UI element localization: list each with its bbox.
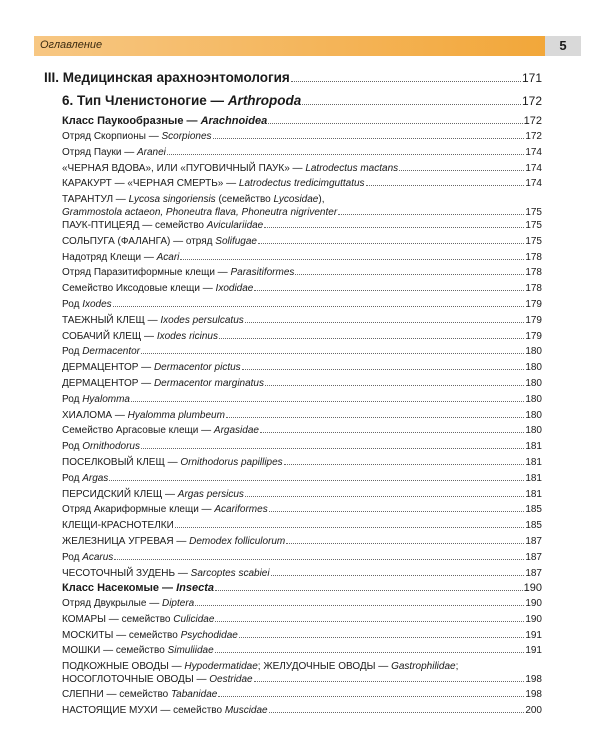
toc-entry-title: ХИАЛОМА — Hyalomma plumbeum	[62, 409, 225, 421]
toc-entry[interactable]	[62, 441, 542, 452]
toc-page: 180	[525, 409, 542, 421]
leader-dots	[271, 575, 525, 576]
toc-page: 181	[525, 457, 542, 468]
toc-entry[interactable]	[62, 568, 542, 579]
toc-entry-title: Род Argas	[62, 472, 109, 484]
toc-entry-title: Род Ornithodorus	[62, 441, 140, 453]
toc-entry[interactable]	[62, 630, 542, 641]
leader-dots	[254, 681, 525, 682]
toc-page: 179	[525, 299, 542, 310]
toc-entry[interactable]	[62, 331, 542, 342]
toc-entry-title: ЧЕСОТОЧНЫЙ ЗУДЕНЬ — Sarcoptes scabiei	[62, 567, 270, 579]
toc-entry[interactable]	[62, 220, 542, 231]
leader-dots	[264, 227, 524, 228]
toc-entry[interactable]	[62, 252, 542, 263]
leader-dots	[284, 464, 525, 465]
toc-entry[interactable]	[62, 689, 542, 700]
toc-entry[interactable]	[62, 394, 542, 405]
toc-entry[interactable]	[62, 236, 542, 247]
leader-dots	[239, 637, 524, 638]
toc-entry[interactable]	[62, 473, 542, 484]
leader-dots	[180, 259, 524, 260]
toc-entry-title: СЛЕПНИ — семейство Tabanidae	[62, 689, 218, 700]
toc-entry[interactable]	[62, 520, 542, 531]
toc-entry[interactable]	[62, 378, 542, 389]
toc-entry-title: Отряд Акариформные клещи — Acariformes	[62, 504, 268, 516]
toc-page: 180	[525, 425, 542, 437]
toc-entry-title: «ЧЕРНАЯ ВДОВА», ИЛИ «ПУГОВИЧНЫЙ ПАУК» — Latrodectus mactans	[62, 162, 399, 174]
leader-dots	[265, 385, 524, 386]
leader-dots	[113, 306, 525, 307]
leader-dots	[258, 243, 524, 244]
toc-page: 187	[525, 567, 542, 579]
toc-entry-title: Род Hyalomma	[62, 393, 130, 405]
toc-entry[interactable]	[62, 705, 542, 716]
toc-entry[interactable]	[62, 178, 542, 189]
leader-dots	[269, 511, 525, 512]
toc-class-insecta[interactable]	[62, 582, 542, 594]
toc-entry-title: Отряд Паразитиформные клещи — Parasitiformes	[62, 267, 295, 279]
toc-page: 181	[525, 441, 542, 453]
leader-dots	[291, 81, 521, 82]
toc-page: 175	[525, 220, 542, 231]
leader-dots	[215, 590, 523, 591]
toc-entry-title: ТАЕЖНЫЙ КЛЕЩ — Ixodes persulcatus	[62, 314, 244, 326]
toc-page: 178	[525, 283, 542, 295]
toc-page: 180	[525, 346, 542, 358]
leader-dots	[215, 621, 524, 622]
toc-entry-title: ЖЕЛЕЗНИЦА УГРЕВАЯ — Demodex folliculorum	[62, 536, 286, 547]
toc-section[interactable]	[44, 70, 542, 85]
toc-entry[interactable]	[62, 299, 542, 310]
toc-entry[interactable]	[62, 315, 542, 326]
toc-entry[interactable]	[62, 131, 542, 142]
toc-page: 174	[525, 178, 542, 190]
leader-dots	[295, 274, 524, 275]
toc-entry-gadflies-line2[interactable]: НОСОГЛОТОЧНЫЕ ОВОДЫ — Oestridae 198	[62, 674, 542, 685]
leader-dots	[195, 605, 524, 606]
toc-page: 191	[525, 629, 542, 641]
leader-dots	[286, 543, 524, 544]
leader-dots	[114, 559, 524, 560]
toc-entry-title: МОШКИ — семейство Simuliidae	[62, 645, 214, 657]
toc-page: 172	[525, 131, 542, 142]
leader-dots	[131, 401, 524, 402]
toc-page: 171	[521, 71, 542, 85]
toc-entry-title: Род Acarus	[62, 551, 114, 563]
leader-dots	[218, 696, 524, 697]
toc-entry-title: СОБАЧИЙ КЛЕЩ — Ixodes ricinus	[62, 330, 218, 342]
toc-entry-title: ПАУК-ПТИЦЕЯД — семейство Aviculariidae	[62, 220, 264, 231]
toc-entry[interactable]	[62, 267, 542, 278]
toc-entry-title: ПЕРСИДСКИЙ КЛЕЩ — Argas persicus	[62, 488, 244, 500]
header-label: Оглавление	[40, 39, 103, 51]
leader-dots	[245, 322, 525, 323]
toc-page: 172	[521, 94, 542, 108]
toc-entry-tarantula-line2[interactable]: Grammostola actaeon, Phoneutra flava, Phoneutra nigriventer 175	[62, 207, 542, 218]
leader-dots	[302, 104, 521, 105]
toc-entry-title: Отряд Двукрылые — Diptera	[62, 598, 195, 609]
toc-page: 180	[525, 378, 542, 389]
page-number: 5	[545, 36, 581, 56]
leader-dots	[226, 417, 524, 418]
toc-entry-title: Надотряд Клещи — Acari	[62, 251, 180, 263]
leader-dots	[260, 432, 524, 433]
toc-entry[interactable]	[62, 147, 542, 158]
toc-entry-tarantula-line1[interactable]: ТАРАНТУЛ — Lycosa singoriensis (семейство Lycosidae),	[62, 194, 325, 205]
toc-phylum-title: 6. Тип Членистоногие — Arthropoda	[62, 93, 302, 108]
leader-dots	[141, 353, 524, 354]
toc-page: 187	[525, 536, 542, 547]
toc-entry[interactable]	[62, 410, 542, 421]
toc-page: 180	[525, 393, 542, 405]
leader-dots	[215, 652, 525, 653]
leader-dots	[242, 369, 525, 370]
toc-page: 175	[525, 235, 542, 247]
toc-section-title: III. Медицинская арахноэнтомология	[44, 70, 290, 85]
toc-entry-title: Отряд Скорпионы — Scorpiones	[62, 131, 212, 142]
toc-entry[interactable]	[62, 362, 542, 373]
toc-page: 198	[525, 689, 542, 700]
toc-entry-title: КОМАРЫ — семейство Culicidae	[62, 613, 215, 625]
toc-entry-title: ПОСЕЛКОВЫЙ КЛЕЩ — Ornithodorus papillipes	[62, 457, 283, 468]
toc-phylum[interactable]	[62, 93, 542, 108]
toc-entry[interactable]	[62, 598, 542, 609]
leader-dots	[109, 480, 524, 481]
toc-entry[interactable]	[62, 457, 542, 468]
toc-entry-title: Род Ixodes	[62, 299, 112, 310]
toc-page: 180	[525, 362, 542, 374]
leader-dots	[399, 170, 524, 171]
toc-entry-title: Отряд Пауки — Aranei	[62, 146, 166, 158]
toc-entry-title: ДЕРМАЦЕНТОР — Dermacentor pictus	[62, 362, 241, 374]
toc-page: 190	[525, 613, 542, 625]
toc-entry[interactable]	[62, 283, 542, 294]
toc-class-title: Класс Паукообразные — Arachnoidea	[62, 115, 268, 127]
toc-page: 181	[525, 472, 542, 484]
leader-dots	[268, 123, 522, 124]
toc-page: 179	[525, 330, 542, 342]
leader-dots	[338, 214, 524, 215]
toc-page: 190	[525, 598, 542, 609]
toc-entry[interactable]	[62, 614, 542, 625]
toc-entry-title: Род Dermacentor	[62, 346, 140, 358]
leader-dots	[213, 138, 525, 139]
toc-page: 198	[525, 674, 542, 685]
leader-dots	[269, 712, 525, 713]
toc-page: 200	[525, 704, 542, 716]
toc-class-arachnoidea[interactable]	[62, 115, 542, 127]
toc-entry[interactable]	[62, 645, 542, 656]
toc-page: 185	[525, 520, 542, 532]
leader-dots	[141, 448, 524, 449]
toc-page: 172	[523, 115, 542, 127]
leader-dots	[254, 290, 524, 291]
toc-entry[interactable]	[62, 163, 542, 174]
leader-dots	[175, 527, 525, 528]
toc-page: 187	[525, 551, 542, 563]
toc-entry-title: Семейство Аргасовые клещи — Argasidae	[62, 425, 259, 437]
leader-dots	[167, 154, 524, 155]
toc-page: 174	[525, 146, 542, 158]
toc-entry[interactable]	[62, 552, 542, 563]
toc-entry-title: СОЛЬПУГА (ФАЛАНГА) — отряд Solifugae	[62, 235, 257, 247]
toc-page: 185	[525, 504, 542, 516]
toc-page: 174	[525, 162, 542, 174]
toc-entry-title: МОСКИТЫ — семейство Psychodidae	[62, 629, 238, 641]
toc-page: 190	[523, 582, 542, 594]
leader-dots	[366, 185, 525, 186]
toc-entry-gadflies-line1[interactable]: ПОДКОЖНЫЕ ОВОДЫ — Hypodermatidae; ЖЕЛУДОЧНЫЕ ОВОДЫ — Gastrophilidae;	[62, 661, 459, 672]
toc-entry[interactable]	[62, 346, 542, 357]
toc-entry-title: ДЕРМАЦЕНТОР — Dermacentor marginatus	[62, 378, 264, 389]
toc-class-title: Класс Насекомые — Insecta	[62, 582, 215, 594]
leader-dots	[245, 496, 524, 497]
toc-page: 179	[525, 314, 542, 326]
toc-entry[interactable]	[62, 489, 542, 500]
toc-entry[interactable]	[62, 536, 542, 547]
toc-entry-title: НАСТОЯЩИЕ МУХИ — семейство Muscidae	[62, 704, 268, 716]
toc-page: 191	[525, 645, 542, 657]
toc-page: 175	[525, 207, 542, 218]
toc-entry-title: Семейство Иксодовые клещи — Ixodidae	[62, 283, 254, 295]
toc-page: 181	[525, 488, 542, 500]
toc-entry-title: КЛЕЩИ-КРАСНОТЕЛКИ	[62, 520, 174, 532]
toc-page: 178	[525, 251, 542, 263]
toc-entry[interactable]	[62, 425, 542, 436]
toc-page: 178	[525, 267, 542, 279]
chapter-header-bar	[34, 36, 545, 56]
toc-entry-title: КАРАКУРТ — «ЧЕРНАЯ СМЕРТЬ» — Latrodectus tredicimguttatus	[62, 178, 365, 190]
toc-entry[interactable]	[62, 504, 542, 515]
leader-dots	[219, 338, 524, 339]
